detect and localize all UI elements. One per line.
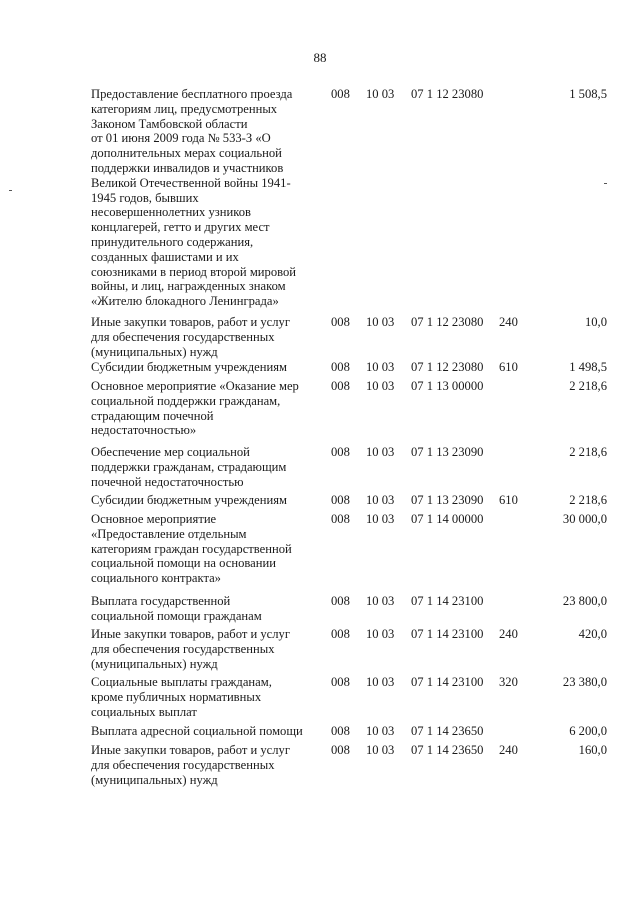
table-row <box>91 87 611 309</box>
row-name: Социальные выплаты гражданам, кроме публичных нормативных социальных выплат <box>91 675 272 719</box>
row-amount: 2 218,6 <box>569 379 607 393</box>
row-amount: 420,0 <box>578 627 607 641</box>
table-row <box>91 445 611 489</box>
row-admin-code: 008 <box>331 743 350 757</box>
row-admin-code: 008 <box>331 493 350 507</box>
row-amount: 160,0 <box>578 743 607 757</box>
row-expense-type: 240 <box>499 743 518 757</box>
row-target-code: 07 1 13 23090 <box>411 445 484 459</box>
row-expense-type: 610 <box>499 360 518 374</box>
row-target-code: 07 1 14 00000 <box>411 512 484 526</box>
row-amount: 2 218,6 <box>569 445 607 459</box>
row-expense-type: 240 <box>499 627 518 641</box>
row-target-code: 07 1 14 23100 <box>411 675 484 689</box>
row-target-code: 07 1 14 23100 <box>411 627 484 641</box>
table-row <box>91 743 611 787</box>
row-name: Выплата адресной социальной помощи <box>91 724 303 738</box>
row-section-code: 10 03 <box>366 445 395 459</box>
row-amount: 23 380,0 <box>562 675 607 689</box>
row-amount: 30 000,0 <box>562 512 607 526</box>
row-name: Субсидии бюджетным учреждениям <box>91 493 287 507</box>
row-admin-code: 008 <box>331 724 350 738</box>
row-amount: 10,0 <box>584 315 607 329</box>
table-row <box>91 675 611 719</box>
table-row <box>91 627 611 671</box>
row-name: Выплата государственной социальной помощи гражданам <box>91 594 262 623</box>
row-target-code: 07 1 14 23100 <box>411 594 484 608</box>
row-section-code: 10 03 <box>366 512 395 526</box>
row-admin-code: 008 <box>331 315 350 329</box>
row-target-code: 07 1 12 23080 <box>411 315 484 329</box>
row-admin-code: 008 <box>331 512 350 526</box>
scan-mark-left <box>9 190 12 191</box>
row-section-code: 10 03 <box>366 315 395 329</box>
row-name: Основное мероприятие «Предоставление отдельным категориям граждан государственной социальной помощи на основании социального контракта» <box>91 512 292 586</box>
row-section-code: 10 03 <box>366 594 395 608</box>
row-name: Основное мероприятие «Оказание мер социальной поддержки гражданам, страдающим почечной недостаточностью» <box>91 379 299 438</box>
row-amount: 2 218,6 <box>569 493 607 507</box>
row-section-code: 10 03 <box>366 724 395 738</box>
row-section-code: 10 03 <box>366 675 395 689</box>
row-amount: 6 200,0 <box>569 724 607 738</box>
row-amount: 1 498,5 <box>569 360 607 374</box>
page-number: 88 <box>313 50 327 65</box>
row-target-code: 07 1 14 23650 <box>411 743 484 757</box>
table-row <box>91 315 611 359</box>
row-name: Иные закупки товаров, работ и услуг для обеспечения государственных (муниципальных) нужд <box>91 743 291 787</box>
table-row <box>91 724 611 739</box>
row-admin-code: 008 <box>331 87 350 101</box>
row-expense-type: 610 <box>499 493 518 507</box>
row-amount: 23 800,0 <box>562 594 607 608</box>
row-section-code: 10 03 <box>366 743 395 757</box>
row-name: Иные закупки товаров, работ и услуг для обеспечения государственных (муниципальных) нужд <box>91 627 291 671</box>
row-section-code: 10 03 <box>366 379 395 393</box>
row-target-code: 07 1 12 23080 <box>411 360 484 374</box>
row-admin-code: 008 <box>331 360 350 374</box>
row-name: Субсидии бюджетным учреждениям <box>91 360 287 374</box>
row-target-code: 07 1 13 00000 <box>411 379 484 393</box>
row-section-code: 10 03 <box>366 360 395 374</box>
row-section-code: 10 03 <box>366 493 395 507</box>
row-target-code: 07 1 13 23090 <box>411 493 484 507</box>
row-expense-type: 240 <box>499 315 518 329</box>
row-section-code: 10 03 <box>366 87 395 101</box>
row-admin-code: 008 <box>331 627 350 641</box>
row-section-code: 10 03 <box>366 627 395 641</box>
row-amount: 1 508,5 <box>569 87 607 101</box>
row-admin-code: 008 <box>331 675 350 689</box>
row-admin-code: 008 <box>331 379 350 393</box>
row-target-code: 07 1 14 23650 <box>411 724 484 738</box>
row-admin-code: 008 <box>331 594 350 608</box>
table-row <box>91 379 611 438</box>
table-row <box>91 594 611 624</box>
table-row <box>91 512 611 586</box>
row-expense-type: 320 <box>499 675 518 689</box>
table-row <box>91 360 611 375</box>
row-name: Обеспечение мер социальной поддержки гражданам, страдающим почечной недостаточностью <box>91 445 287 489</box>
row-admin-code: 008 <box>331 445 350 459</box>
table-row <box>91 493 611 508</box>
row-name: Предоставление бесплатного проезда категориям лиц, предусмотренных Законом Тамбовской области от 01 июня 2009 года № 533-З «О дополнительных мерах социальной поддержки инвалидов и участников Великой Отечественной войны 1941- 1945 годов, бывших несовершеннолетних узников концлагерей, гетто и других мест принудительного содержания, созданных фашистами и их союзниками в период второй мировой войны, и лиц, награжденных знаком «Жителю блокадного Ленинграда» <box>91 87 297 309</box>
row-name: Иные закупки товаров, работ и услуг для обеспечения государственных (муниципальных) нужд <box>91 315 291 359</box>
row-target-code: 07 1 12 23080 <box>411 87 484 101</box>
